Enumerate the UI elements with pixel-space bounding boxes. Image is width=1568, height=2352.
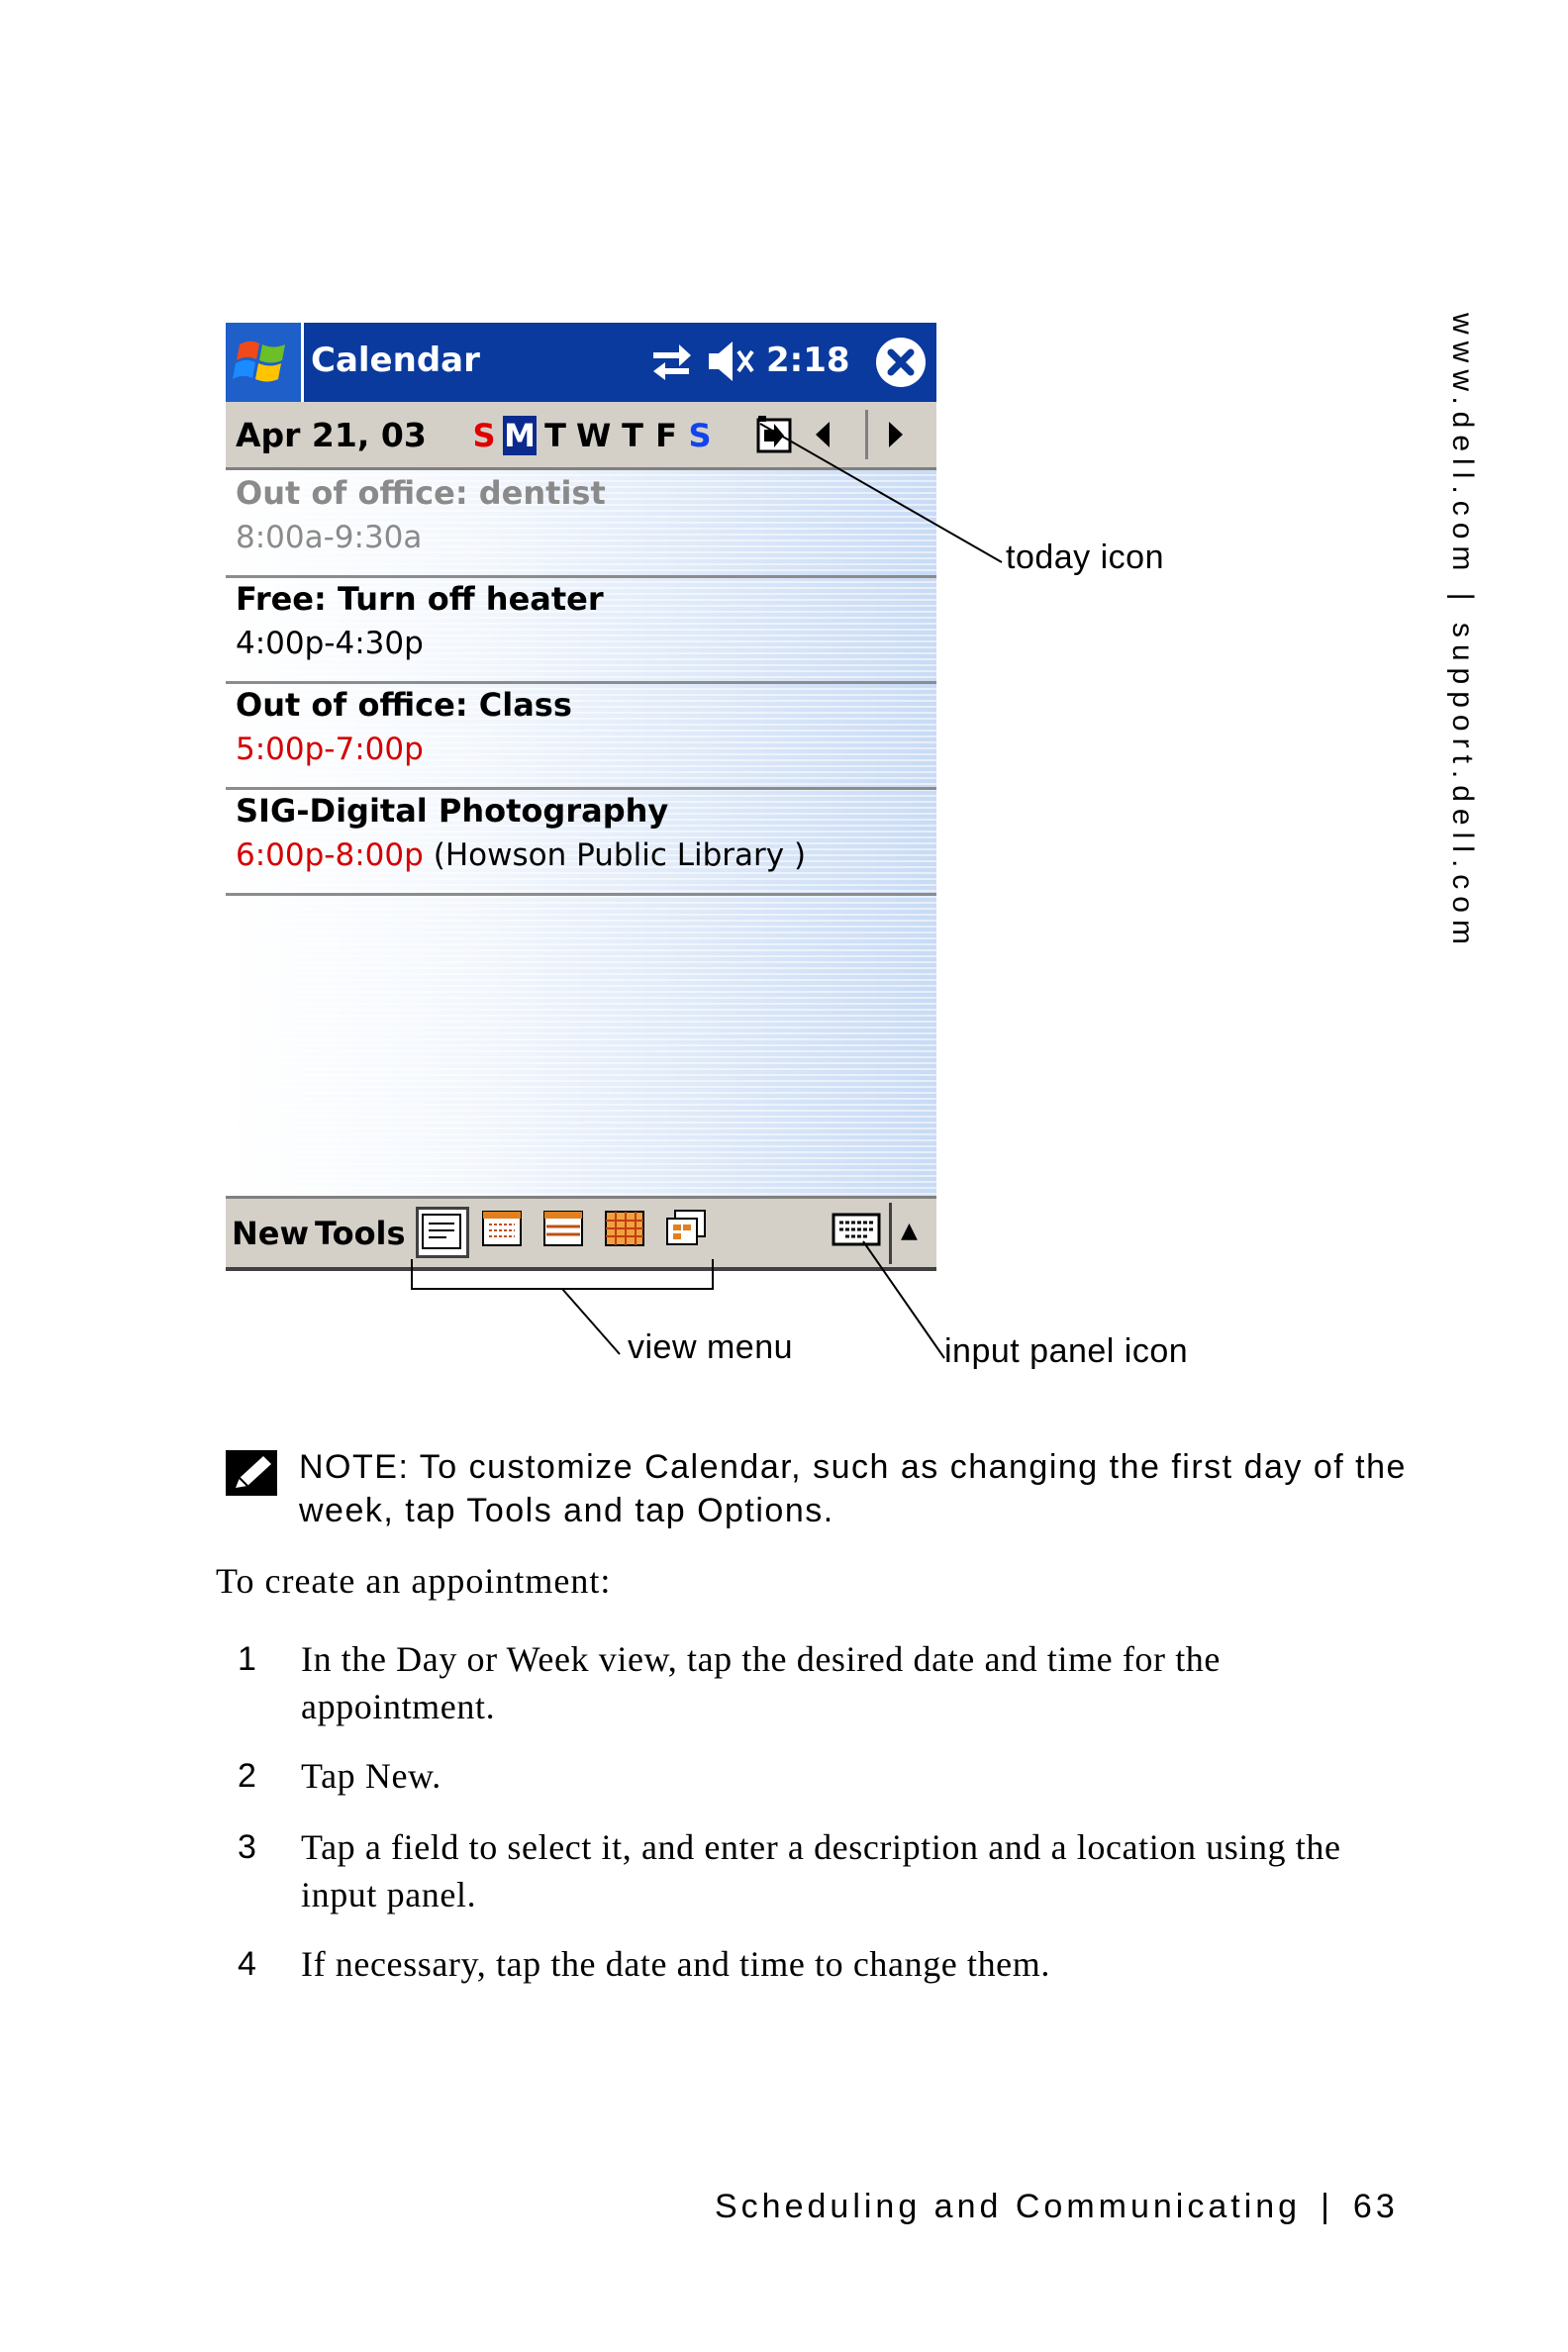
note-pencil-icon [224, 1448, 279, 1498]
appointment-title: Free: Turn off heater [236, 580, 604, 618]
appointment-title: Out of office: dentist [236, 474, 606, 512]
view-menu-bracket [412, 1259, 713, 1289]
weekday-thursday[interactable]: T [622, 417, 643, 454]
step-text: Tap New. [301, 1756, 441, 1796]
input-panel-leader [863, 1241, 944, 1358]
appointment-location: (Howson Public Library ) [433, 837, 807, 873]
weekday-sunday[interactable]: S [472, 417, 496, 454]
appointment-title: SIG-Digital Photography [236, 792, 669, 830]
step-number: 3 [238, 1828, 257, 1866]
step-text: In the Day or Week view, tap the desired date and time for the appointment. [301, 1639, 1221, 1726]
page-footer [715, 2188, 1399, 2226]
step-number: 4 [238, 1945, 257, 1983]
appointment-time: 4:00p-4:30p [236, 626, 424, 661]
clock[interactable]: 2:18 [766, 341, 850, 380]
app-title: Calendar [311, 341, 480, 380]
page-number: 63 [1352, 2188, 1399, 2225]
note-text: NOTE: To customize Calendar, such as changing the first day of the week, tap Tools and tap Options. [299, 1448, 1407, 1529]
weekday-wednesday[interactable]: W [576, 417, 612, 454]
weekday-tuesday[interactable]: T [544, 417, 566, 454]
weekday-friday[interactable]: F [655, 417, 677, 454]
today-icon-callout: today icon [1006, 539, 1164, 576]
step-text: Tap a field to select it, and enter a description and a location using the input panel. [301, 1827, 1341, 1914]
footer-section-title: Scheduling and Communicating [715, 2188, 1302, 2225]
appointment-time: 8:00a-9:30a [236, 520, 423, 555]
steps-intro: To create an appointment: [216, 1561, 612, 1601]
appointment-time: 5:00p-7:00p [236, 732, 424, 767]
view-menu-leader [562, 1289, 620, 1354]
tools-menu[interactable]: Tools [315, 1215, 406, 1252]
new-menu[interactable]: New [232, 1215, 310, 1252]
step-text: If necessary, tap the date and time to change them. [301, 1944, 1050, 1984]
appointment-time: 6:00p-8:00p [236, 837, 424, 873]
input-panel-arrow-icon[interactable]: ▲ [901, 1219, 918, 1243]
appointment-title: Out of office: Class [236, 686, 572, 724]
date-label[interactable]: Apr 21, 03 [236, 416, 427, 454]
weekday-saturday[interactable]: S [688, 417, 712, 454]
side-url: www.dell.com | support.dell.com [1446, 313, 1479, 951]
step-number: 1 [238, 1640, 257, 1678]
input-panel-icon-callout: input panel icon [944, 1332, 1189, 1370]
weekday-monday[interactable]: M [504, 417, 536, 454]
view-menu-callout: view menu [628, 1328, 794, 1366]
footer-separator: | [1321, 2188, 1333, 2225]
today-icon-leader [760, 424, 1002, 562]
step-number: 2 [238, 1757, 257, 1795]
